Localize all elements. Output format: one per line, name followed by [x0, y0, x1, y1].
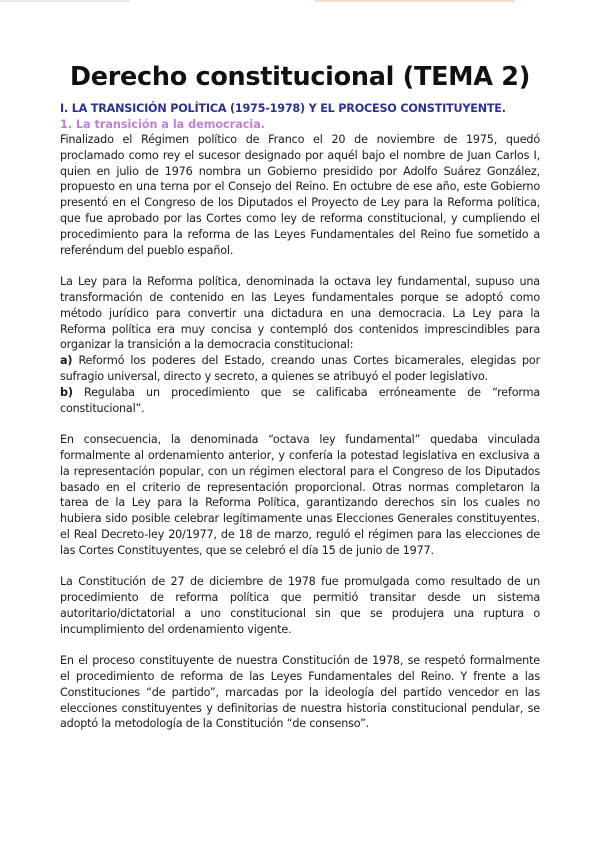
list-item-b-text: Regulaba un procedimiento que se calificaba erróneamente de “reforma constitucional”. — [60, 385, 540, 415]
paragraph-3: En consecuencia, la denominada “octava ley fundamental” quedaba vinculada formalmente al ordenamiento anterior, y confería la potestad legislativa en exclusiva a la representación popular, con un régimen electoral para el Congreso de los Diputados basado en el criterio de representación proporcional. Otras normas completaron la tarea de la Ley para la Reforma Política, garantizando derechos sin los cuales no hubiera sido posible celebrar legítimamente unas Elecciones Generales constituyentes. el Real Decreto-ley 20/1977, de 18 de marzo, reguló el régimen para las elecciones de las Cortes Constituyentes, que se celebró el día 15 de junio de 1977. — [60, 433, 540, 557]
paragraph-2: La Ley para la Reforma política, denominada la octava ley fundamental, supuso una transformación de contenido en las Leyes fundamentales porque se adoptó como método jurídico para convertir una dictadura en una democracia. La Ley para la Reforma política era muy concisa y contempló dos contenidos imprescindibles para organizar la transición a la democracia constitucional: — [60, 275, 540, 352]
list-item-a-marker: a) — [60, 354, 73, 368]
subsection-heading: 1. La transición a la democracia. — [60, 118, 266, 131]
list-item-a-text: Reformó los poderes del Estado, creando unas Cortes bicamerales, elegidas por sufragio universal, directo y secreto, a quienes se atribuyó el poder legislativo. — [60, 354, 540, 383]
document-title: Derecho constitucional (TEMA 2) — [69, 62, 531, 92]
paragraph-5: En el proceso constituyente de nuestra Constitución de 1978, se respetó formalmente el procedimiento de reforma de las Leyes Fundamentales del Reino. Y frente a las Constituciones “de partido”, marcadas por la ideología del partido vencedor en las elecciones constituyentes y definitorias de nuestra historia constitucional pendular, se adoptó la metodología de la Constitución “de consenso”. — [60, 654, 540, 731]
top-accent-right — [315, 0, 515, 2]
document-page — [60, 62, 540, 732]
list-item-b-marker: b) — [60, 385, 73, 399]
top-accent-left — [0, 0, 130, 2]
paragraph-4: La Constitución de 27 de diciembre de 1978 fue promulgada como resultado de un procedimiento de reforma política que permitió transitar desde un sistema autoritario/dictatorial a uno constitucional sin que se produjera una ruptura o incumplimiento del ordenamiento vigente. — [60, 575, 540, 636]
section-heading: I. LA TRANSICIÓN POLÍTICA (1975-1978) Y EL PROCESO CONSTITUYENTE. — [60, 102, 506, 115]
paragraph-1: Finalizado el Régimen político de Franco el 20 de noviembre de 1975, quedó proclamado como rey el sucesor designado por aquél bajo el nombre de Juan Carlos I, quien en julio de 1976 nombra un Gobierno presidido por Adolfo Suárez González, propuesto en una terna por el Consejo del Reino. En octubre de ese año, este Gobierno presentó en el Congreso de los Diputados el Proyecto de Ley para la Reforma política, que fue aprobado por las Cortes como ley de reforma constitucional, y cumpliendo el procedimiento para la reforma de las Leyes Fundamentales del Reino fue sometido a referéndum del pueblo español. — [60, 133, 540, 257]
list-item-a — [60, 353, 540, 385]
list-item-b — [60, 385, 540, 417]
top-accent-bar — [0, 0, 600, 4]
